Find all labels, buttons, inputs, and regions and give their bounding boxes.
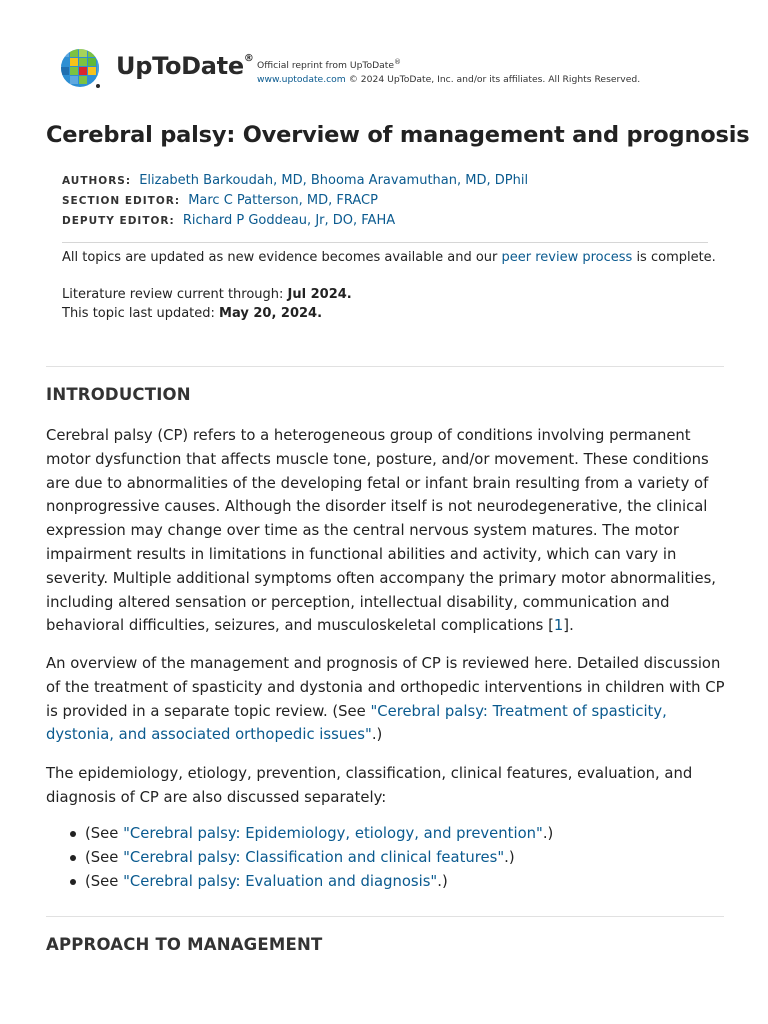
- topic-link-evaluation[interactable]: "Cerebral palsy: Evaluation and diagnosis": [123, 873, 438, 890]
- list-item: (See "Cerebral palsy: Evaluation and diagnosis".): [70, 870, 553, 894]
- copyright-text: © 2024 UpToDate, Inc. and/or its affiliates. All Rights Reserved.: [348, 74, 641, 86]
- peer-review-link[interactable]: peer review process: [501, 250, 633, 265]
- divider: [62, 242, 708, 243]
- divider: [46, 916, 724, 917]
- authors-row: [62, 171, 528, 191]
- update-notice: All topics are updated as new evidence becomes available and our peer review process is complete.: [62, 250, 716, 265]
- related-topics-list: [70, 822, 553, 894]
- deputy-editor-label: DEPUTY EDITOR:: [62, 215, 175, 227]
- section-heading-approach: APPROACH TO MANAGEMENT: [46, 935, 323, 954]
- intro-paragraph-1: Cerebral palsy (CP) refers to a heterogeneous group of conditions involving permanent motor dysfunction that affects muscle tone, posture, and/or movement. These conditions are due to abnormalities of the developing fetal or infant brain resulting from a variety of nonprogressive causes. Although the disorder itself is not neurodegenerative, the clinical expression may change over time as the central nervous system matures. The motor impairment results in limitations in functional abilities and activity, which can vary in severity. Multiple additional symptoms often accompany the primary motor abnormalities, including altered sensation or perception, intellectual disability, communication and behavioral difficulties, seizures, and musculoskeletal complications [1].: [46, 427, 716, 635]
- bullet-icon: [70, 831, 76, 837]
- authors-link[interactable]: Elizabeth Barkoudah, MD, Bhooma Aravamuthan, MD, DPhil: [139, 173, 529, 188]
- section-editor-label: SECTION EDITOR:: [62, 195, 181, 207]
- list-item: (See "Cerebral palsy: Classification and clinical features".): [70, 846, 553, 870]
- bullet-icon: [70, 879, 76, 885]
- authors-label: AUTHORS:: [62, 175, 132, 187]
- last-updated-date: This topic last updated: May 20, 2024.: [62, 306, 323, 321]
- brand-name: UpToDate®: [116, 52, 254, 80]
- deputy-editor-link[interactable]: Richard P Goddeau, Jr, DO, FAHA: [182, 213, 396, 228]
- topic-link-classification[interactable]: "Cerebral palsy: Classification and clinical features": [123, 849, 505, 866]
- header: [60, 48, 720, 90]
- section-editor-row: [62, 191, 528, 211]
- credits-block: [62, 171, 528, 231]
- section-heading-introduction: INTRODUCTION: [46, 385, 191, 404]
- page-title: Cerebral palsy: Overview of management and prognosis: [46, 122, 750, 148]
- topic-link-spasticity[interactable]: "Cerebral palsy: Treatment of spasticity, dystonia, and associated orthopedic issues": [46, 702, 667, 744]
- review-dates: [62, 285, 352, 323]
- topic-link-epidemiology[interactable]: "Cerebral palsy: Epidemiology, etiology, and prevention": [123, 825, 543, 842]
- list-item: (See "Cerebral palsy: Epidemiology, etiology, and prevention".): [70, 822, 553, 846]
- deputy-editor-row: [62, 211, 528, 231]
- uptodate-site-link[interactable]: www.uptodate.com: [257, 74, 346, 86]
- reference-link[interactable]: 1: [553, 617, 564, 635]
- uptodate-logo-icon: [60, 48, 102, 90]
- literature-review-date: Literature review current through: Jul 2024.: [62, 287, 352, 302]
- intro-paragraph-3: The epidemiology, etiology, prevention, classification, clinical features, evaluation, and diagnosis of CP are also discussed separately:: [46, 765, 693, 806]
- section-editor-link[interactable]: Marc C Patterson, MD, FRACP: [188, 193, 378, 208]
- reprint-notice: Official reprint from UpToDate® www.uptodate.com © 2024 UpToDate, Inc. and/or its affiliates. All Rights Reserved.: [257, 58, 641, 86]
- intro-paragraph-2: An overview of the management and prognosis of CP is reviewed here. Detailed discussion of the treatment of spasticity and dystonia and orthopedic interventions in children with CP is provided in a separate topic review. (See "Cerebral palsy: Treatment of spasticity, dystonia, and associated orthopedic issues".): [46, 655, 725, 744]
- divider: [46, 366, 724, 367]
- bullet-icon: [70, 855, 76, 861]
